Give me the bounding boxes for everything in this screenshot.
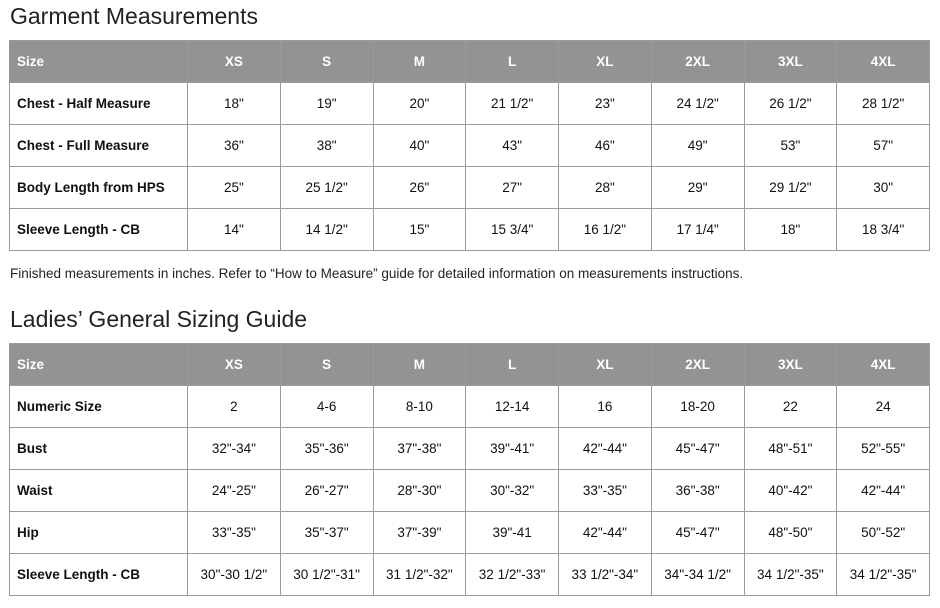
garment-measurements-title: Garment Measurements: [10, 3, 258, 29]
table-row: [10, 125, 930, 167]
row-label: Sleeve Length - CB: [10, 209, 188, 251]
table-cell: 35"-37": [280, 512, 373, 554]
table-cell: 25 1/2": [280, 167, 373, 209]
table-cell: 4-6: [280, 386, 373, 428]
table-row: [10, 428, 930, 470]
table-cell: 33"-35": [188, 512, 281, 554]
table-cell: 18 3/4": [837, 209, 930, 251]
row-label: Chest - Half Measure: [10, 83, 188, 125]
table-cell: 2: [188, 386, 281, 428]
table-cell: 22: [744, 386, 837, 428]
table-cell: 34"-34 1/2": [651, 554, 744, 596]
header-cell-xl: XL: [559, 344, 652, 386]
table-cell: 19": [280, 83, 373, 125]
table-cell: 46": [559, 125, 652, 167]
row-label: Sleeve Length - CB: [10, 554, 188, 596]
table-cell: 30"-30 1/2": [188, 554, 281, 596]
table-cell: 42"-44": [559, 512, 652, 554]
table-header-row: [10, 344, 930, 386]
table-cell: 32 1/2"-33": [466, 554, 559, 596]
table-cell: 14 1/2": [280, 209, 373, 251]
header-cell-m: M: [373, 344, 466, 386]
table-cell: 29 1/2": [744, 167, 837, 209]
table-cell: 50"-52": [837, 512, 930, 554]
table-cell: 37"-39": [373, 512, 466, 554]
table-cell: 14": [188, 209, 281, 251]
header-cell-l: L: [466, 41, 559, 83]
table-cell: 15": [373, 209, 466, 251]
row-label: Waist: [10, 470, 188, 512]
table-row: [10, 83, 930, 125]
table-header-row: [10, 41, 930, 83]
header-cell-s: S: [280, 344, 373, 386]
table-cell: 25": [188, 167, 281, 209]
header-cell-size: Size: [10, 41, 188, 83]
table-cell: 21 1/2": [466, 83, 559, 125]
table-cell: 18": [188, 83, 281, 125]
table-cell: 27": [466, 167, 559, 209]
header-cell-4xl: 4XL: [837, 41, 930, 83]
table-cell: 28 1/2": [837, 83, 930, 125]
table-cell: 34 1/2"-35": [837, 554, 930, 596]
table-cell: 12-14: [466, 386, 559, 428]
row-label: Body Length from HPS: [10, 167, 188, 209]
table-cell: 30"-32": [466, 470, 559, 512]
table-cell: 48"-50": [744, 512, 837, 554]
header-cell-xl: XL: [559, 41, 652, 83]
table-cell: 15 3/4": [466, 209, 559, 251]
header-cell-3xl: 3XL: [744, 41, 837, 83]
row-label: Hip: [10, 512, 188, 554]
table-cell: 40": [373, 125, 466, 167]
table-cell: 28"-30": [373, 470, 466, 512]
table-cell: 20": [373, 83, 466, 125]
table-cell: 26 1/2": [744, 83, 837, 125]
table-cell: 53": [744, 125, 837, 167]
measurement-note: Finished measurements in inches. Refer to “How to Measure” guide for detailed information on measurements instructions.: [10, 266, 744, 281]
table-cell: 23": [559, 83, 652, 125]
table-cell: 38": [280, 125, 373, 167]
garment-measurements-table: [9, 40, 930, 251]
table-row: [10, 470, 930, 512]
ladies-sizing-guide-title: Ladies’ General Sizing Guide: [10, 306, 308, 332]
table-cell: 48"-51": [744, 428, 837, 470]
table-cell: 49": [651, 125, 744, 167]
table-cell: 36"-38": [651, 470, 744, 512]
table-cell: 57": [837, 125, 930, 167]
table-cell: 43": [466, 125, 559, 167]
table-cell: 31 1/2"-32": [373, 554, 466, 596]
table-cell: 52"-55": [837, 428, 930, 470]
table-row: [10, 554, 930, 596]
table-cell: 33"-35": [559, 470, 652, 512]
table-cell: 32"-34": [188, 428, 281, 470]
table-cell: 33 1/2"-34": [559, 554, 652, 596]
header-cell-size: Size: [10, 344, 188, 386]
table-cell: 45"-47": [651, 512, 744, 554]
table-cell: 18-20: [651, 386, 744, 428]
table-cell: 26": [373, 167, 466, 209]
table-cell: 39"-41": [466, 428, 559, 470]
row-label: Numeric Size: [10, 386, 188, 428]
header-cell-l: L: [466, 344, 559, 386]
table-cell: 16: [559, 386, 652, 428]
table-cell: 34 1/2"-35": [744, 554, 837, 596]
table-cell: 35"-36": [280, 428, 373, 470]
row-label: Chest - Full Measure: [10, 125, 188, 167]
header-cell-4xl: 4XL: [837, 344, 930, 386]
table-row: [10, 386, 930, 428]
header-cell-s: S: [280, 41, 373, 83]
table-cell: 37"-38": [373, 428, 466, 470]
table-cell: 36": [188, 125, 281, 167]
header-cell-2xl: 2XL: [651, 41, 744, 83]
header-cell-xs: XS: [188, 344, 281, 386]
table-cell: 17 1/4": [651, 209, 744, 251]
header-cell-m: M: [373, 41, 466, 83]
table-cell: 45"-47": [651, 428, 744, 470]
header-cell-2xl: 2XL: [651, 344, 744, 386]
table-cell: 24: [837, 386, 930, 428]
table-cell: 16 1/2": [559, 209, 652, 251]
table-cell: 29": [651, 167, 744, 209]
table-cell: 24"-25": [188, 470, 281, 512]
table-cell: 42"-44": [559, 428, 652, 470]
table-cell: 30 1/2"-31": [280, 554, 373, 596]
header-cell-xs: XS: [188, 41, 281, 83]
table-cell: 28": [559, 167, 652, 209]
table-cell: 8-10: [373, 386, 466, 428]
table-row: [10, 167, 930, 209]
table-row: [10, 209, 930, 251]
header-cell-3xl: 3XL: [744, 344, 837, 386]
table-cell: 39"-41: [466, 512, 559, 554]
table-cell: 26"-27": [280, 470, 373, 512]
ladies-sizing-guide-table: [9, 343, 930, 596]
row-label: Bust: [10, 428, 188, 470]
table-cell: 40"-42": [744, 470, 837, 512]
table-cell: 18": [744, 209, 837, 251]
table-row: [10, 512, 930, 554]
table-cell: 24 1/2": [651, 83, 744, 125]
table-cell: 42"-44": [837, 470, 930, 512]
table-cell: 30": [837, 167, 930, 209]
